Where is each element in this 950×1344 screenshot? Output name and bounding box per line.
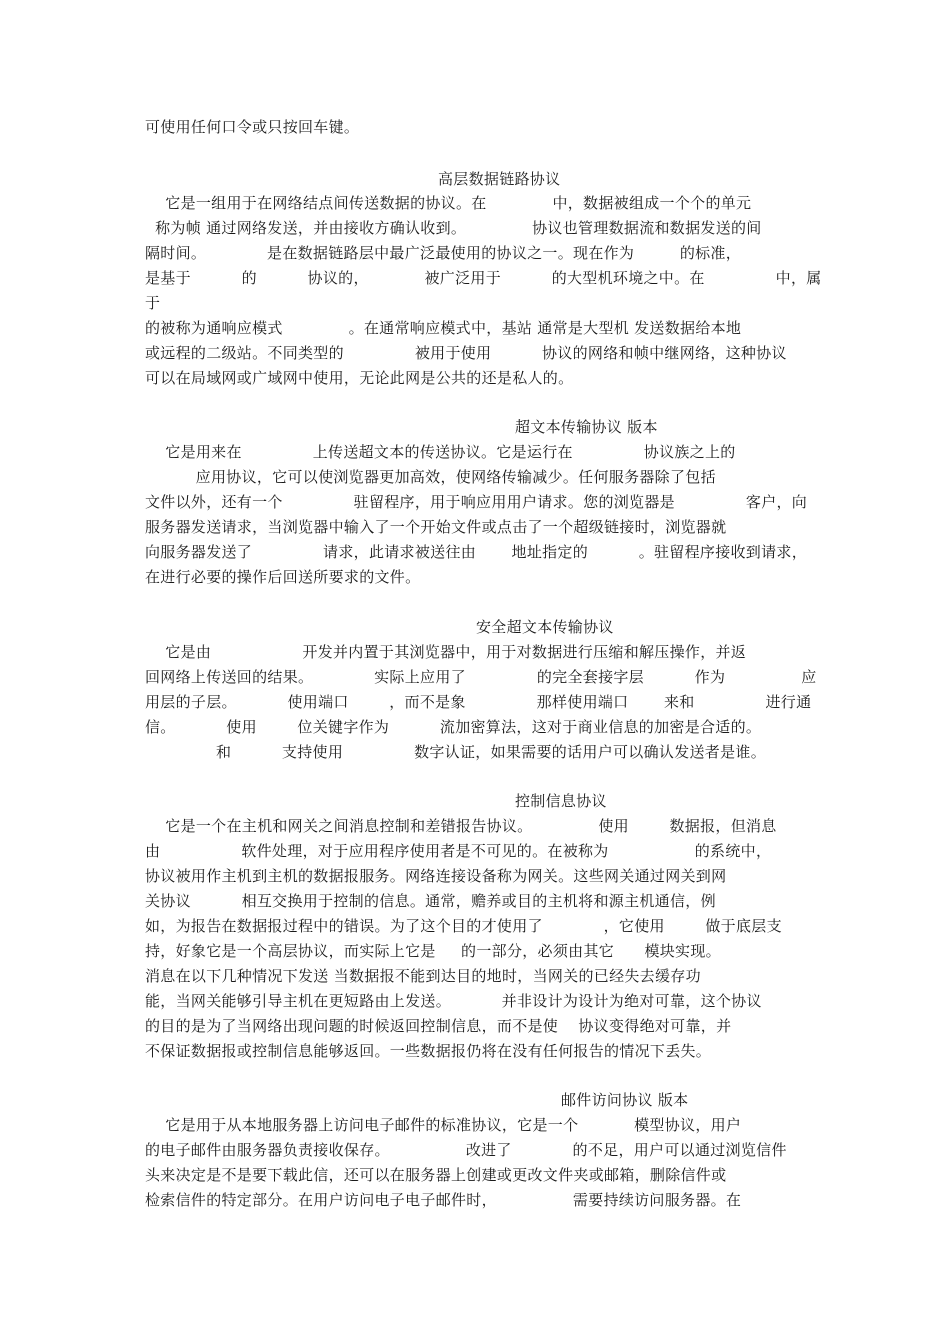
paragraph-line: 由 软件处理，对于应用程序使用者是不可见的。在被称为 的系统中，: [145, 842, 772, 860]
paragraph-line: 它是用于从本地服务器上访问电子邮件的标准协议，它是一个 模型协议，用户: [145, 1116, 742, 1134]
paragraph-line: 或远程的二级站。不同类型的 被用于使用 协议的网络和帧中继网络，这种协议: [145, 344, 787, 362]
paragraph-line: 头来决定是不是要下载此信，还可以在服务器上创建或更改文件夹或邮箱，删除信件或: [145, 1166, 727, 1184]
paragraph-line: 它是一个在主机和网关之间消息控制和差错报告协议。 使用 数据报，但消息: [145, 817, 777, 835]
paragraph-line: 检索信件的特定部分。在用户访问电子电子邮件时， 需要持续访问服务器。在: [145, 1191, 742, 1209]
paragraph-line: 于: [145, 294, 161, 312]
paragraph-line: 隔时间。 是在数据链路层中最广泛最使用的协议之一。现在作为 的标准，: [145, 244, 742, 262]
paragraph-line: 如，为报告在数据报过程中的错误。为了这个目的才使用了 ，它使用 做于底层支: [145, 917, 782, 935]
section-heading: 超文本传输协议 版本: [515, 418, 658, 436]
paragraph-line: 持，好象它是一个高层协议，而实际上它是 的一部分，必须由其它 模块实现。: [145, 942, 721, 960]
section-heading: 邮件访问协议 版本: [561, 1091, 689, 1109]
paragraph-line: 能，当网关能够引导主机在更短路由上发送。 并非设计为设计为绝对可靠，这个协议: [145, 992, 762, 1010]
paragraph-line: 是基于 的 协议的， 被广泛用于 的大型机环境之中。在 中，属: [145, 269, 822, 287]
paragraph-line: 的目的是为了当网络出现问题的时候返回控制信息，而不是使 协议变得绝对可靠，并: [145, 1017, 732, 1035]
paragraph-line: 它是由 开发并内置于其浏览器中，用于对数据进行压缩和解压操作，并返: [145, 643, 747, 661]
section-heading: 安全超文本传输协议: [476, 618, 614, 636]
paragraph-line: 回网络上传送回的结果。 实际上应用了 的完全套接字层 作为 应: [145, 668, 817, 686]
section-heading: 控制信息协议: [515, 792, 607, 810]
paragraph-line: 的电子邮件由服务器负责接收保存。 改进了 的不足，用户可以通过浏览信件: [145, 1141, 787, 1159]
paragraph-line: 关协议 相互交换用于控制的信息。通常，赡养或目的主机将和源主机通信，例: [145, 892, 716, 910]
paragraph-line: 应用协议，它可以使浏览器更加高效，使网络传输减少。任何服务器除了包括: [145, 468, 716, 486]
paragraph-line: 信。 使用 位关键字作为 流加密算法，这对于商业信息的加密是合适的。: [145, 718, 762, 736]
paragraph-line: 协议被用作主机到主机的数据报服务。网络连接设备称为网关。这些网关通过网关到网: [145, 867, 727, 885]
paragraph-line: 它是用来在 上传送超文本的传送协议。它是运行在 协议族之上的: [145, 443, 736, 461]
paragraph-line: 不保证数据报或控制信息能够返回。一些数据报仍将在没有任何报告的情况下丢失。: [145, 1042, 712, 1060]
paragraph-line: 称为帧 通过网络发送，并由接收方确认收到。 协议也管理数据流和数据发送的间: [145, 219, 762, 237]
paragraph-line: 可以在局域网或广域网中使用，无论此网是公共的还是私人的。: [145, 369, 574, 387]
paragraph-line: 消息在以下几种情况下发送 当数据报不能到达目的地时，当网关的已经失去缓存功: [145, 967, 701, 985]
paragraph-line: 服务器发送请求，当浏览器中输入了一个开始文件或点击了一个超级链接时，浏览器就: [145, 518, 727, 536]
paragraph-line: 和 支持使用 数字认证，如果需要的话用户可以确认发送者是谁。: [145, 743, 766, 761]
paragraph-line: 它是一组用于在网络结点间传送数据的协议。在 中，数据被组成一个个的单元: [145, 194, 752, 212]
intro-line: 可使用任何口令或只按回车键。: [145, 118, 360, 136]
paragraph-line: 文件以外，还有一个 驻留程序，用于响应用用户请求。您的浏览器是 客户，向: [145, 493, 808, 511]
paragraph-line: 向服务器发送了 请求，此请求被送往由 地址指定的 。驻留程序接收到请求，: [145, 543, 808, 561]
paragraph-line: 用层的子层。 使用端口 ，而不是象 那样使用端口 来和 进行通: [145, 693, 812, 711]
paragraph-line: 在进行必要的操作后回送所要求的文件。: [145, 568, 421, 586]
section-heading: 高层数据链路协议: [438, 170, 561, 188]
paragraph-line: 的被称为通响应模式 。在通常响应模式中，基站 通常是大型机 发送数据给本地: [145, 319, 742, 337]
